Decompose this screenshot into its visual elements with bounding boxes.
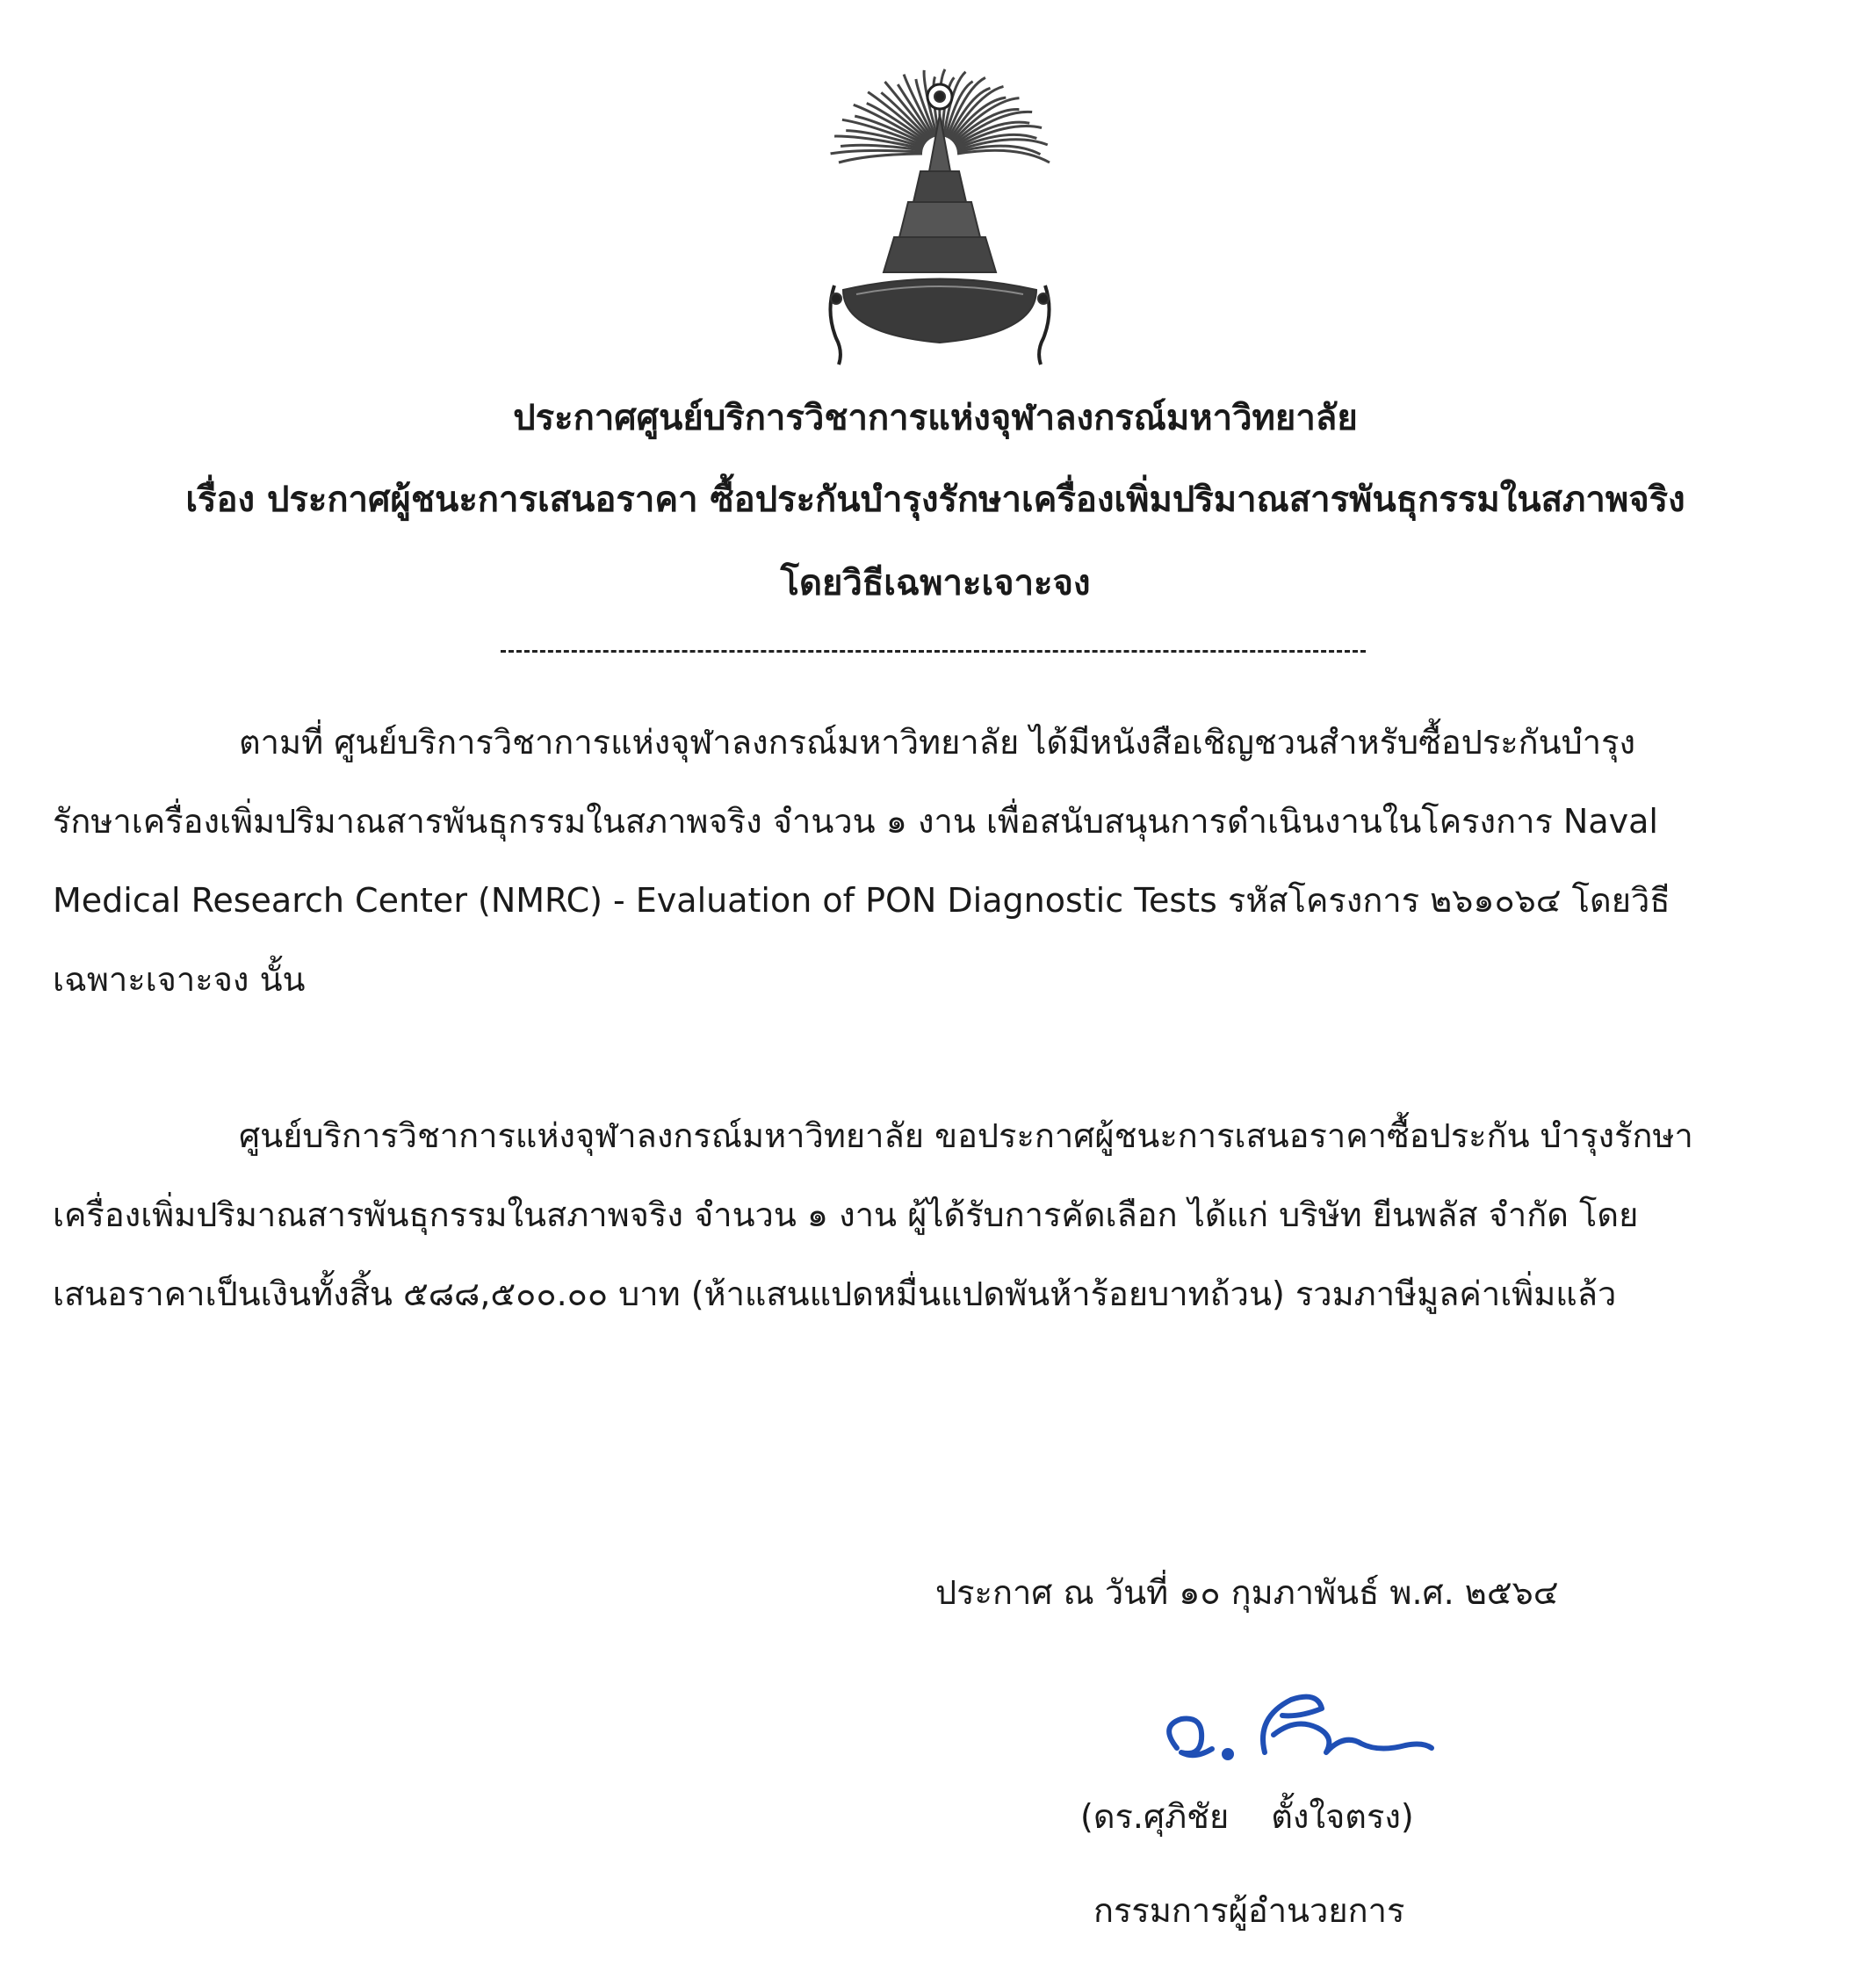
signer-name <box>1080 1796 1414 1837</box>
announcement-subject: เรื่อง ประกาศผู้ชนะการเสนอราคา ซื้อประกันบำรุงรักษาเครื่องเพิ่มปริมาณสารพันธุกรรมในสภาพจริง <box>185 480 1685 520</box>
signer-name-last: ตั้งใจตรง) <box>1271 1797 1414 1836</box>
chulalongkorn-emblem-icon <box>817 48 1063 373</box>
paragraph-1-line: ตามที่ ศูนย์บริการวิชาการแห่งจุฬาลงกรณ์มหาวิทยาลัย ได้มีหนังสือเชิญชวนสำหรับซื้อประกันบำรุง <box>239 723 1636 762</box>
signer-name-first: (ดร.ศุภิชัย <box>1080 1797 1230 1836</box>
paragraph-1-line: รักษาเครื่องเพิ่มปริมาณสารพันธุกรรมในสภาพจริง จำนวน ๑ งาน เพื่อสนับสนุนการดำเนินงานในโครงการ Naval <box>53 802 1658 841</box>
signer-title: กรรมการผู้อำนวยการ <box>1093 1891 1405 1930</box>
paragraph-2-line: เสนอราคาเป็นเงินทั้งสิ้น ๕๘๘,๕๐๐.๐๐ บาท (ห้าแสนแปดหมื่นแปดพันห้าร้อยบาทถ้วน) รวมภาษีมูลค่าเพิ่มแล้ว <box>53 1275 1617 1313</box>
paragraph-2-line: ศูนย์บริการวิชาการแห่งจุฬาลงกรณ์มหาวิทยาลัย ขอประกาศผู้ชนะการเสนอราคาซื้อประกัน บำรุงรักษา <box>239 1116 1693 1155</box>
paragraph-2-line: เครื่องเพิ่มปริมาณสารพันธุกรรมในสภาพจริง จำนวน ๑ งาน ผู้ได้รับการคัดเลือก ได้แก่ บริษัท ยีนพลัส จำกัด โดย <box>53 1195 1639 1234</box>
handwritten-signature <box>1142 1665 1440 1779</box>
paragraph-1-line: เฉพาะเจาะจง นั้น <box>53 960 306 999</box>
emblem-ray <box>839 154 922 163</box>
announcement-title: ประกาศศูนย์บริการวิชาการแห่งจุฬาลงกรณ์มหาวิทยาลัย <box>513 398 1358 438</box>
paragraph-1-line: Medical Research Center (NMRC) - Evaluation of PON Diagnostic Tests รหัสโครงการ ๒๖๑๐๖๔ โดยวิธี <box>53 881 1670 920</box>
dashed-divider <box>501 650 1366 653</box>
announcement-date: ประกาศ ณ วันที่ ๑๐ กุมภาพันธ์ พ.ศ. ๒๕๖๔ <box>935 1573 1559 1612</box>
announcement-method: โดยวิธีเฉพาะเจาะจง <box>780 563 1091 603</box>
